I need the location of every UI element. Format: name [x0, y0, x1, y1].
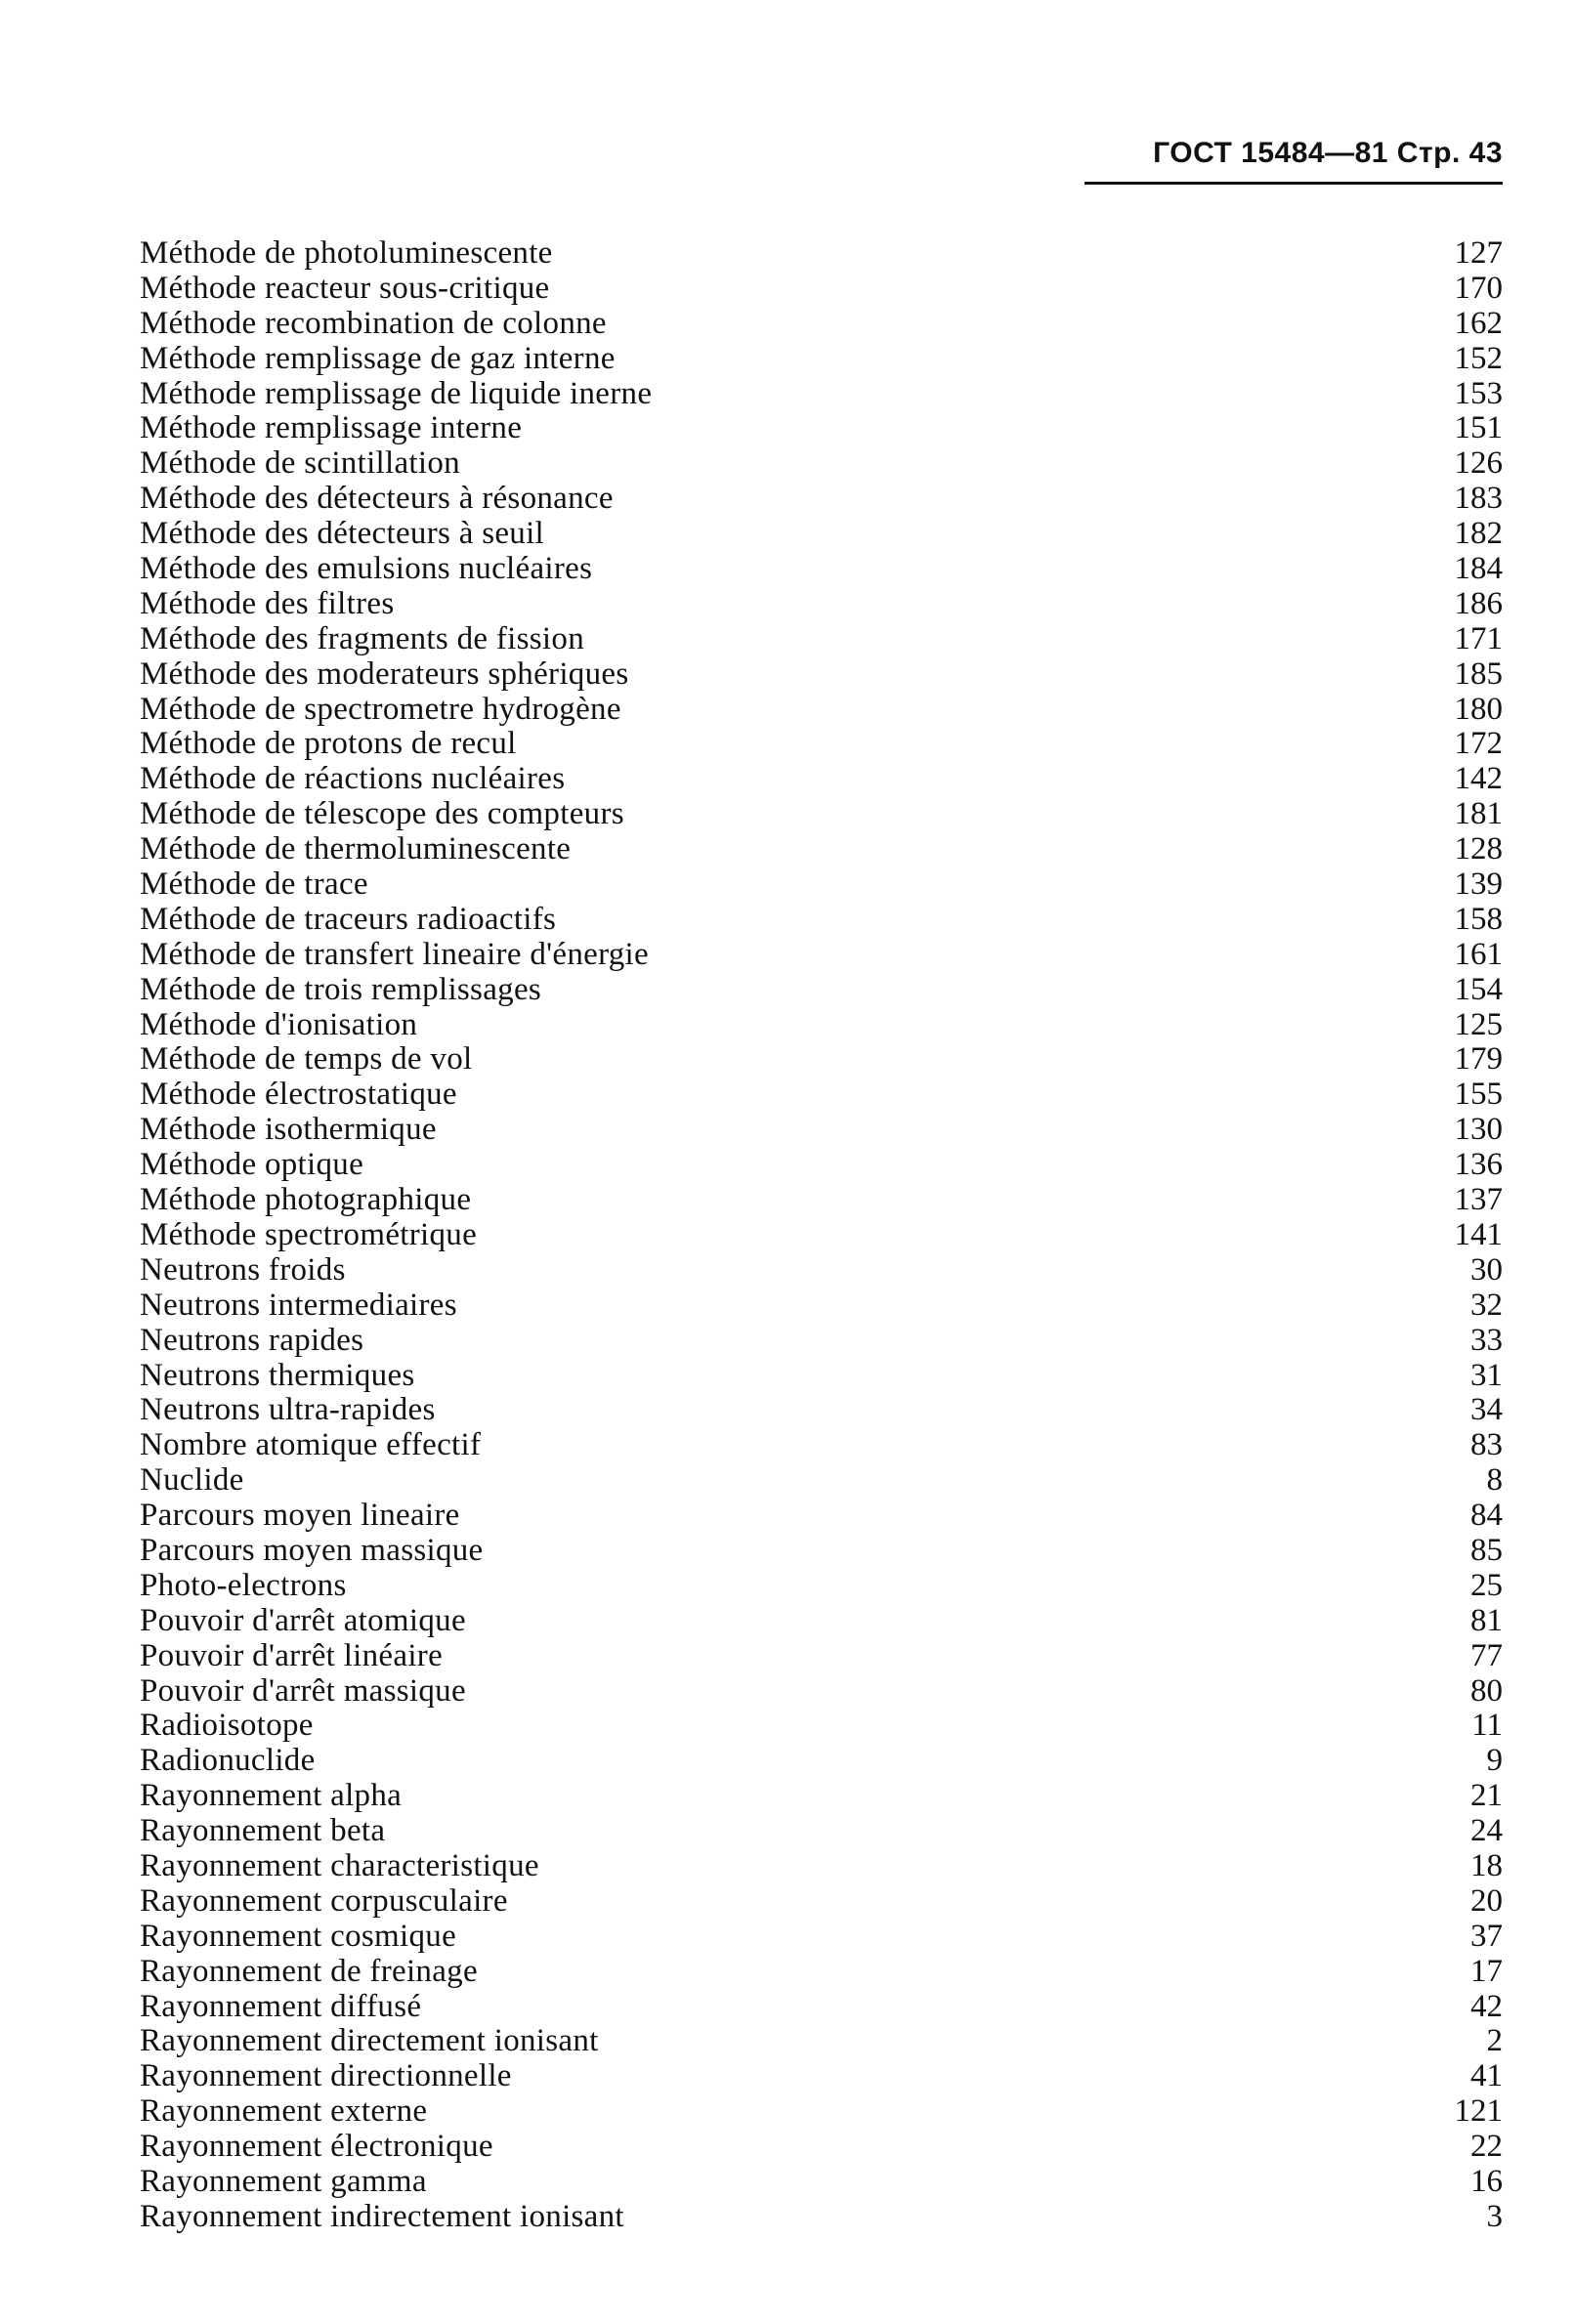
index-number: 141 [1454, 1216, 1503, 1252]
index-number: 81 [1470, 1602, 1503, 1638]
index-entry [140, 1674, 1503, 1710]
index-entry [140, 1884, 1503, 1920]
index-number: 186 [1454, 585, 1503, 621]
index-term: Méthode remplissage interne [140, 410, 523, 446]
index-number: 137 [1454, 1182, 1503, 1218]
index-number: 20 [1470, 1882, 1503, 1919]
index-term: Méthode des fragments de fission [140, 620, 585, 656]
index-entry [140, 2165, 1503, 2200]
index-entry [140, 1148, 1503, 1183]
index-entry [140, 1324, 1503, 1359]
index-term: Méthode reacteur sous-critique [140, 270, 550, 306]
index-entry [140, 1849, 1503, 1884]
index-term: Méthode optique [140, 1147, 364, 1183]
index-term: Méthode de photoluminescente [140, 235, 553, 271]
index-number: 33 [1470, 1322, 1503, 1358]
index-term: Photo-electrons [140, 1567, 347, 1603]
index-number: 9 [1486, 1743, 1503, 1779]
index-term: Méthode de thermoluminescente [140, 831, 572, 867]
index-entry [140, 2094, 1503, 2130]
index-number: 3 [1486, 2198, 1503, 2234]
index-entry [140, 236, 1503, 272]
index-number: 136 [1454, 1147, 1503, 1183]
index-term: Rayonnement corpusculaire [140, 1882, 508, 1919]
index-entry [140, 973, 1503, 1008]
index-entry [140, 938, 1503, 973]
index-term: Rayonnement beta [140, 1813, 386, 1849]
index-term: Parcours moyen massique [140, 1532, 484, 1568]
index-entry [140, 1955, 1503, 1990]
index-number: 180 [1454, 691, 1503, 727]
index-entry [140, 2024, 1503, 2059]
index-term: Méthode des détecteurs à seuil [140, 516, 545, 552]
index-number: 154 [1454, 971, 1503, 1007]
index-entry [140, 1639, 1503, 1674]
index-number: 18 [1470, 1847, 1503, 1883]
index-term: Radioisotope [140, 1708, 314, 1744]
index-term: Neutrons ultra-rapides [140, 1392, 436, 1428]
index-term: Méthode de réactions nucléaires [140, 761, 566, 797]
index-number: 83 [1470, 1427, 1503, 1463]
index-entry [140, 1920, 1503, 1955]
index-number: 25 [1470, 1567, 1503, 1603]
index-entry [140, 693, 1503, 728]
index-entry [140, 1744, 1503, 1779]
index-number: 42 [1470, 1988, 1503, 2024]
index-entry [140, 1253, 1503, 1289]
index-number: 179 [1454, 1041, 1503, 1077]
index-entry [140, 1709, 1503, 1744]
index-number: 32 [1470, 1287, 1503, 1323]
index-number: 77 [1470, 1637, 1503, 1673]
index-entry [140, 272, 1503, 307]
index-entry [140, 1393, 1503, 1428]
index-term: Rayonnement directionnelle [140, 2058, 512, 2094]
index-number: 31 [1470, 1357, 1503, 1393]
index-number: 184 [1454, 551, 1503, 587]
index-number: 121 [1454, 2093, 1503, 2130]
index-term: Nombre atomique effectif [140, 1427, 482, 1463]
index-term: Nuclide [140, 1462, 244, 1499]
index-entry [140, 903, 1503, 938]
index-number: 162 [1454, 305, 1503, 341]
index-term: Rayonnement cosmique [140, 1918, 457, 1954]
index-entry [140, 1534, 1503, 1569]
index-number: 30 [1470, 1251, 1503, 1288]
index-entry [140, 1218, 1503, 1253]
index-term: Méthode des détecteurs à résonance [140, 481, 614, 517]
index-term: Rayonnement alpha [140, 1778, 403, 1814]
index-entry [140, 1113, 1503, 1148]
index-number: 182 [1454, 516, 1503, 552]
index-entry [140, 867, 1503, 903]
index-number: 34 [1470, 1392, 1503, 1428]
index-term: Méthode des emulsions nucléaires [140, 551, 593, 587]
index-number: 24 [1470, 1813, 1503, 1849]
index-list [140, 236, 1503, 2235]
index-term: Méthode isothermique [140, 1112, 437, 1148]
index-entry [140, 1779, 1503, 1814]
index-term: Méthode de spectrometre hydrogène [140, 691, 621, 727]
index-entry [140, 2130, 1503, 2165]
index-term: Rayonnement de freinage [140, 1953, 478, 1989]
index-entry [140, 482, 1503, 517]
index-term: Neutrons intermediaires [140, 1287, 457, 1323]
index-term: Méthode des moderateurs sphériques [140, 655, 629, 692]
index-number: 158 [1454, 901, 1503, 937]
index-term: Méthode de temps de vol [140, 1041, 473, 1077]
index-number: 37 [1470, 1918, 1503, 1954]
index-entry [140, 377, 1503, 412]
index-entry [140, 517, 1503, 552]
index-entry [140, 1990, 1503, 2025]
index-entry [140, 1428, 1503, 1463]
index-term: Rayonnement externe [140, 2093, 428, 2130]
index-number: 84 [1470, 1498, 1503, 1534]
index-number: 139 [1454, 866, 1503, 903]
index-entry [140, 1499, 1503, 1534]
index-entry [140, 1814, 1503, 1849]
index-term: Rayonnement indirectement ionisant [140, 2198, 624, 2234]
index-number: 16 [1470, 2163, 1503, 2199]
index-number: 172 [1454, 726, 1503, 762]
index-entry [140, 342, 1503, 377]
index-entry [140, 1604, 1503, 1639]
index-entry [140, 307, 1503, 342]
index-entry [140, 446, 1503, 482]
index-term: Méthode de scintillation [140, 445, 460, 482]
index-entry [140, 1569, 1503, 1604]
index-number: 126 [1454, 445, 1503, 482]
index-term: Méthode de télescope des compteurs [140, 796, 624, 832]
index-term: Méthode recombination de colonne [140, 305, 607, 341]
index-entry [140, 552, 1503, 587]
index-number: 161 [1454, 936, 1503, 972]
index-entry [140, 1289, 1503, 1324]
index-number: 171 [1454, 620, 1503, 656]
header-rule [1085, 182, 1503, 185]
index-term: Méthode remplissage de liquide inerne [140, 375, 653, 411]
index-number: 85 [1470, 1532, 1503, 1568]
index-term: Méthode de transfert lineaire d'énergie [140, 936, 649, 972]
index-entry [140, 1359, 1503, 1394]
index-number: 125 [1454, 1006, 1503, 1042]
index-entry [140, 1077, 1503, 1113]
index-term: Méthode de protons de recul [140, 726, 517, 762]
index-term: Méthode spectrométrique [140, 1216, 478, 1252]
index-number: 185 [1454, 655, 1503, 692]
index-entry [140, 1183, 1503, 1218]
index-entry [140, 1463, 1503, 1499]
index-term: Radionuclide [140, 1743, 316, 1779]
index-term: Méthode de trois remplissages [140, 971, 542, 1007]
index-number: 41 [1470, 2058, 1503, 2094]
index-term: Parcours moyen lineaire [140, 1498, 460, 1534]
index-entry [140, 797, 1503, 832]
index-entry [140, 587, 1503, 622]
index-term: Méthode de trace [140, 866, 368, 903]
index-term: Méthode photographique [140, 1182, 472, 1218]
index-term: Neutrons thermiques [140, 1357, 415, 1393]
index-number: 181 [1454, 796, 1503, 832]
index-number: 142 [1454, 761, 1503, 797]
index-term: Pouvoir d'arrêt atomique [140, 1602, 466, 1638]
index-number: 151 [1454, 410, 1503, 446]
index-entry [140, 657, 1503, 693]
index-term: Pouvoir d'arrêt linéaire [140, 1637, 444, 1673]
index-entry [140, 2059, 1503, 2094]
index-term: Méthode d'ionisation [140, 1006, 418, 1042]
index-term: Méthode remplissage de gaz interne [140, 340, 616, 376]
index-number: 11 [1471, 1708, 1503, 1744]
index-entry [140, 1042, 1503, 1077]
index-number: 2 [1486, 2023, 1503, 2059]
index-number: 22 [1470, 2129, 1503, 2165]
index-number: 155 [1454, 1077, 1503, 1113]
page-header: ГОСТ 15484—81 Стр. 43 [1153, 137, 1503, 169]
index-number: 17 [1470, 1953, 1503, 1989]
index-term: Méthode des filtres [140, 585, 395, 621]
index-number: 170 [1454, 270, 1503, 306]
index-number: 152 [1454, 340, 1503, 376]
index-number: 128 [1454, 831, 1503, 867]
index-term: Rayonnement diffusé [140, 1988, 422, 2024]
index-term: Neutrons froids [140, 1251, 346, 1288]
index-entry [140, 1008, 1503, 1043]
index-number: 80 [1470, 1672, 1503, 1709]
index-term: Rayonnement gamma [140, 2163, 427, 2199]
index-entry [140, 2200, 1503, 2235]
index-entry [140, 411, 1503, 446]
index-number: 8 [1486, 1462, 1503, 1499]
index-entry [140, 832, 1503, 867]
index-term: Rayonnement électronique [140, 2129, 493, 2165]
index-number: 21 [1470, 1778, 1503, 1814]
index-entry [140, 762, 1503, 797]
index-term: Méthode électrostatique [140, 1077, 457, 1113]
index-term: Méthode de traceurs radioactifs [140, 901, 557, 937]
index-number: 130 [1454, 1112, 1503, 1148]
index-entry [140, 622, 1503, 657]
index-term: Pouvoir d'arrêt massique [140, 1672, 466, 1709]
index-term: Rayonnement directement ionisant [140, 2023, 599, 2059]
index-term: Rayonnement characteristique [140, 1847, 539, 1883]
index-number: 153 [1454, 375, 1503, 411]
index-term: Neutrons rapides [140, 1322, 364, 1358]
index-number: 127 [1454, 235, 1503, 271]
index-entry [140, 727, 1503, 762]
index-number: 183 [1454, 481, 1503, 517]
